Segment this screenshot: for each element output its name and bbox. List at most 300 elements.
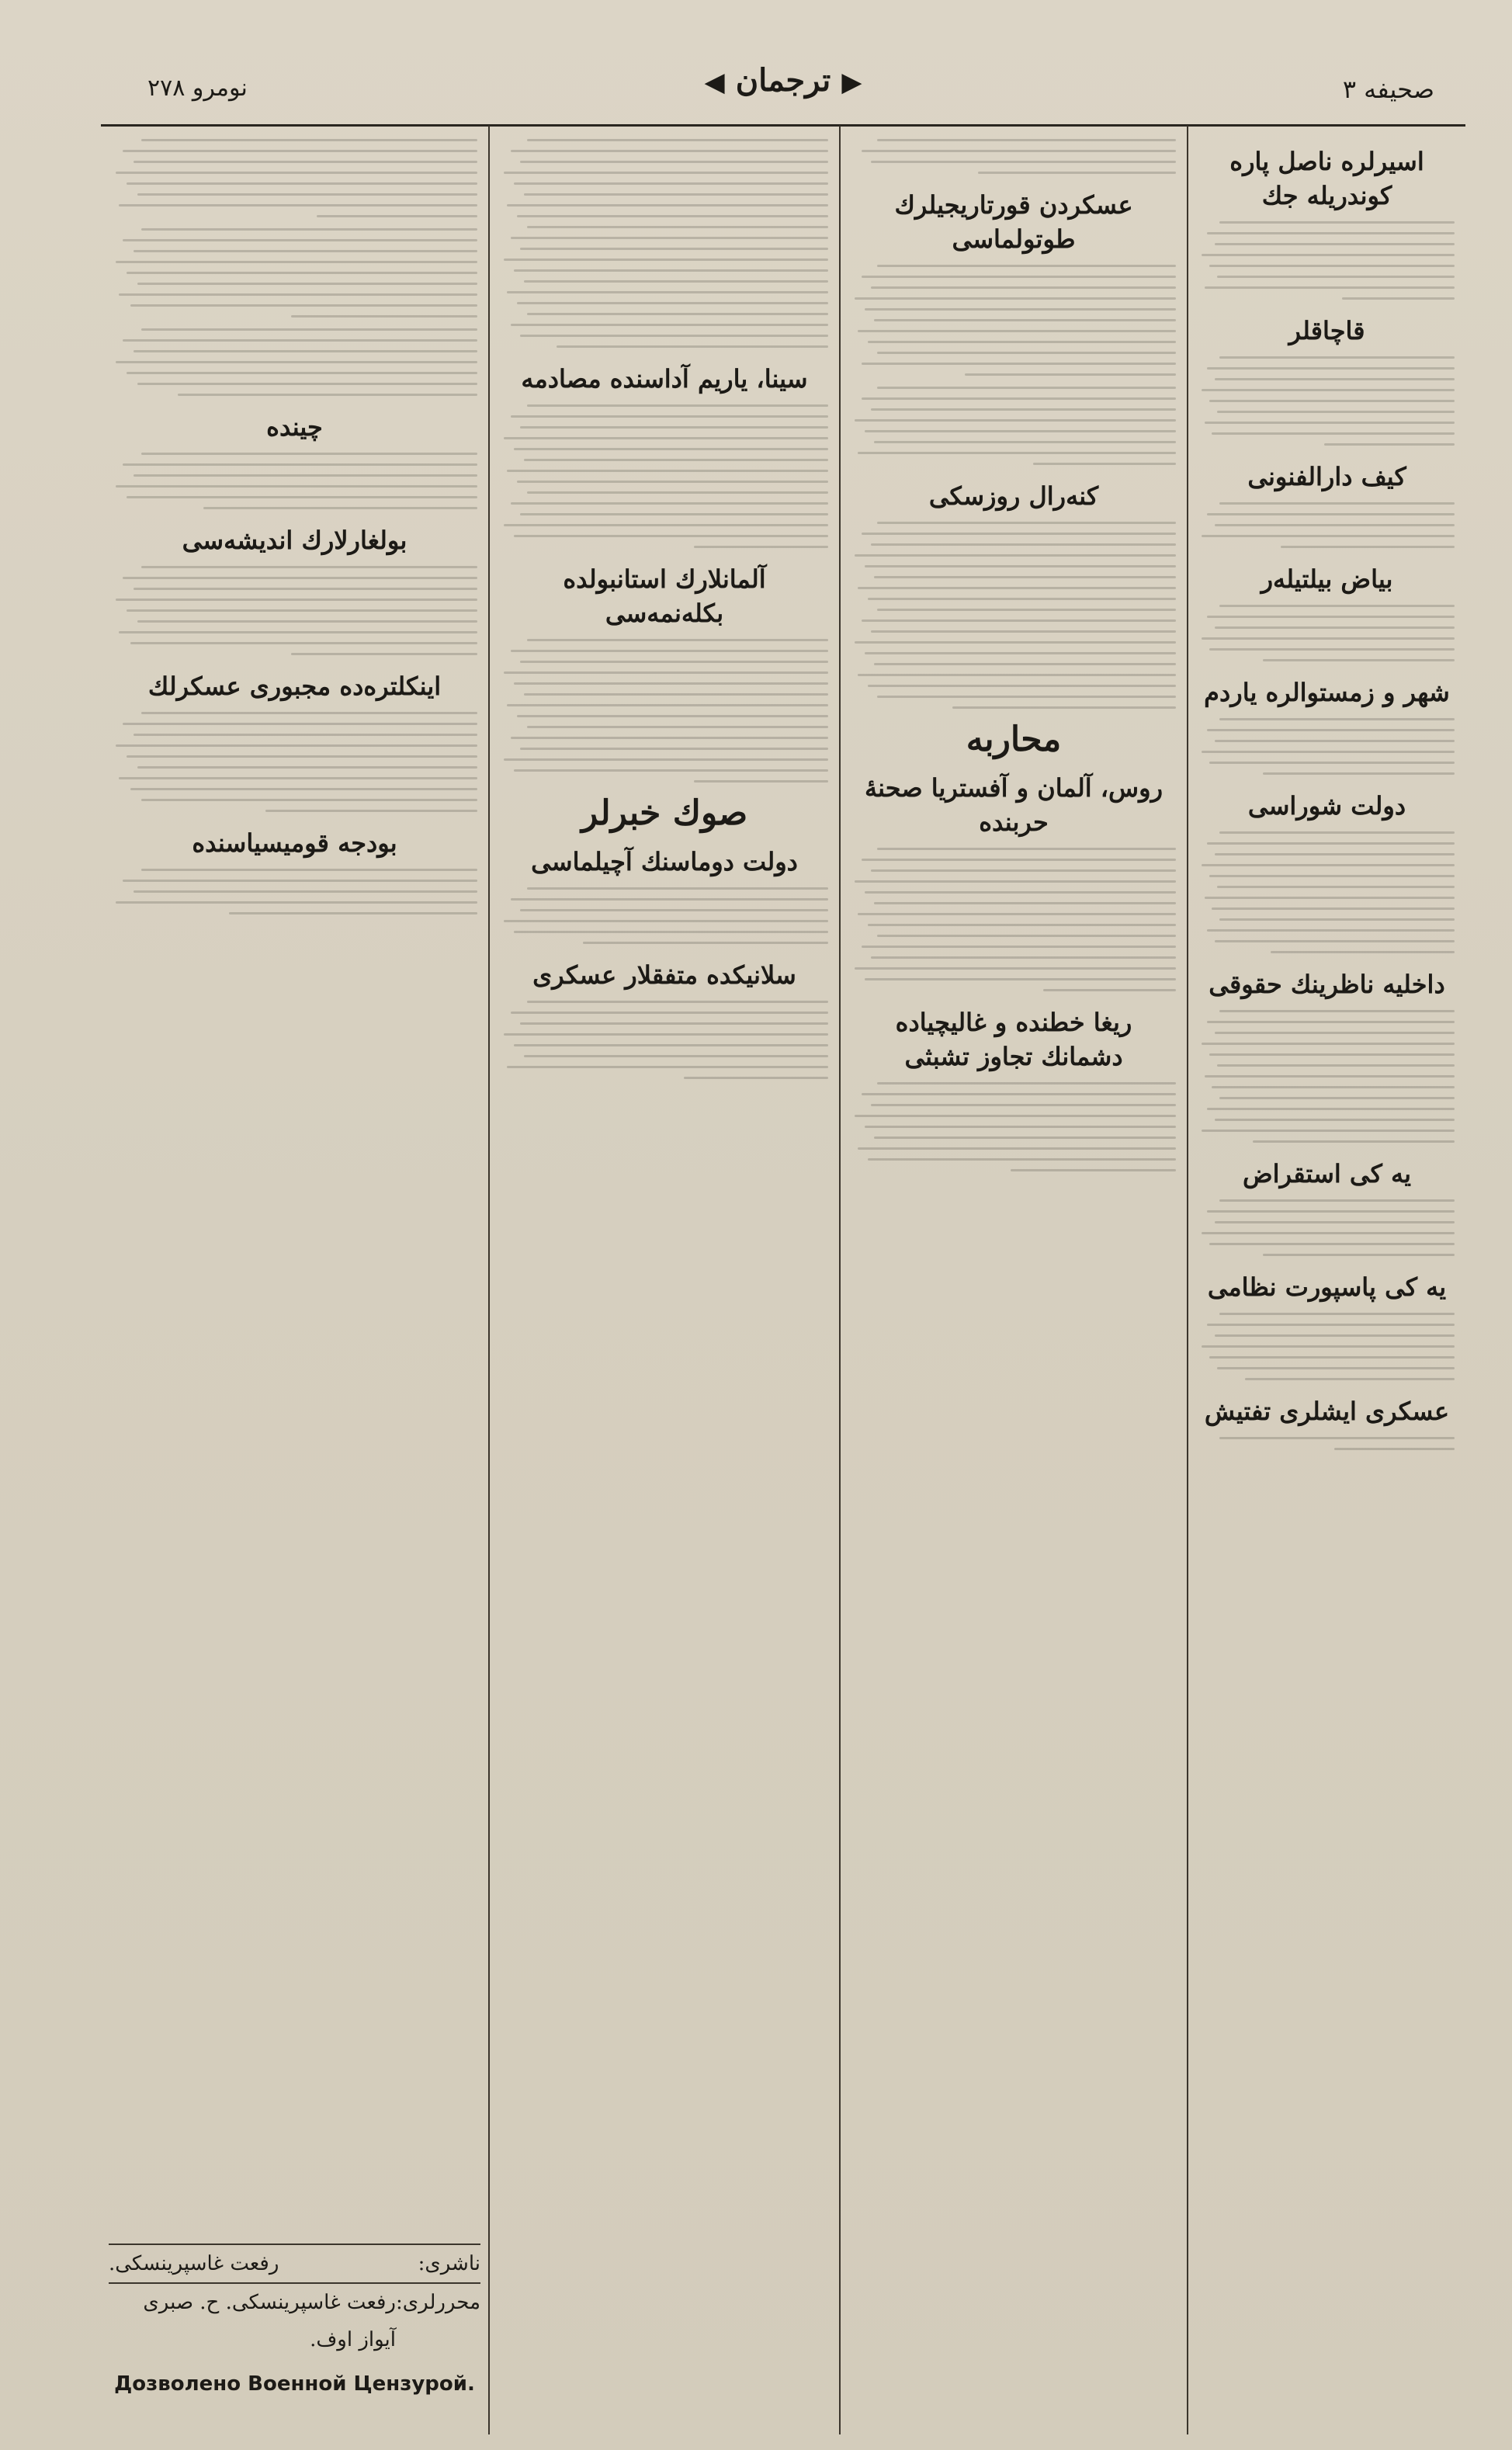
text-line	[504, 437, 828, 439]
text-line	[874, 441, 1176, 443]
text-line	[127, 609, 477, 612]
title-text: ترجمان	[735, 62, 831, 99]
text-line	[123, 339, 477, 342]
text-line	[855, 641, 1176, 644]
text-line	[871, 161, 1176, 163]
article-block	[501, 362, 828, 548]
article-block	[1199, 562, 1455, 661]
text-line	[514, 931, 828, 933]
text-line	[877, 387, 1176, 389]
text-line	[119, 631, 477, 633]
article-block	[1199, 675, 1455, 775]
text-line	[524, 193, 828, 196]
text-line	[1207, 1021, 1455, 1023]
text-line	[123, 880, 477, 882]
article-block	[112, 328, 477, 396]
text-line	[858, 452, 1176, 454]
text-line	[116, 485, 477, 488]
article-heading: صوك خبرلر	[581, 793, 748, 833]
article-heading: دولت شوراسى	[1247, 791, 1406, 821]
text-line	[855, 419, 1176, 422]
text-line	[127, 272, 477, 274]
text-line	[119, 777, 477, 779]
text-line	[1209, 875, 1455, 877]
publisher-name: رفعت غاسپرينسكى.	[109, 2252, 279, 2275]
text-line	[1219, 1010, 1455, 1012]
text-line	[1215, 243, 1455, 245]
text-line	[137, 193, 477, 196]
text-line	[1219, 221, 1455, 224]
text-line	[141, 869, 477, 871]
text-line	[877, 848, 1176, 850]
column-3	[490, 126, 841, 2434]
text-line	[1215, 940, 1455, 942]
text-line	[134, 350, 477, 352]
text-line	[1207, 729, 1455, 731]
text-line	[952, 706, 1176, 709]
text-line	[141, 139, 477, 141]
text-line	[123, 150, 477, 152]
article-block	[112, 669, 477, 812]
text-line	[1215, 378, 1455, 380]
text-line	[527, 887, 828, 890]
article-heading: سينا، ياريم آداسنده مصادمه	[521, 364, 808, 394]
text-line	[871, 286, 1176, 289]
text-line	[1217, 886, 1455, 888]
text-line	[855, 554, 1176, 557]
text-line	[127, 372, 477, 374]
text-line	[865, 430, 1176, 432]
article-heading: اينكلتره‌ده مجبورى عسكرلك	[147, 671, 442, 701]
text-line	[1219, 1437, 1455, 1439]
text-line	[524, 280, 828, 283]
text-line	[858, 913, 1176, 915]
text-line	[862, 946, 1176, 948]
text-line	[862, 533, 1176, 535]
text-line	[557, 345, 828, 348]
text-line	[1212, 1086, 1455, 1088]
article-heading: كيف دارالفنونى	[1247, 462, 1406, 491]
text-line	[520, 426, 828, 429]
text-line	[1202, 535, 1455, 537]
article-heading: داخليه ناظرينك حقوقى	[1209, 970, 1445, 999]
text-line	[694, 546, 828, 548]
text-line	[862, 276, 1176, 278]
text-line	[1205, 286, 1455, 289]
text-line	[862, 1093, 1176, 1095]
text-line	[127, 182, 477, 185]
text-line	[514, 269, 828, 272]
text-line	[1342, 297, 1455, 300]
text-line	[291, 653, 477, 655]
text-line	[520, 335, 828, 337]
text-line	[862, 619, 1176, 622]
article-block	[112, 139, 477, 217]
text-line	[1263, 772, 1455, 775]
text-line	[1202, 1043, 1455, 1045]
text-line	[1207, 232, 1455, 234]
text-line	[871, 956, 1176, 959]
column-2	[841, 126, 1188, 2434]
text-line	[871, 1104, 1176, 1106]
text-line	[1011, 1169, 1176, 1171]
text-line	[1209, 265, 1455, 267]
text-line	[507, 291, 828, 293]
text-line	[517, 715, 828, 717]
text-line	[317, 215, 477, 217]
masthead	[101, 54, 1465, 127]
text-line	[511, 650, 828, 652]
article-block	[1199, 314, 1455, 446]
text-line	[1209, 762, 1455, 764]
text-line	[527, 139, 828, 141]
text-line	[514, 448, 828, 450]
text-line	[137, 766, 477, 769]
text-line	[1215, 524, 1455, 526]
text-line	[1202, 637, 1455, 640]
text-line	[1217, 276, 1455, 278]
issue-number: نومرو ٢٧٨	[147, 75, 248, 102]
text-line	[1215, 1119, 1455, 1121]
text-line	[119, 293, 477, 296]
text-line	[868, 924, 1176, 926]
text-line	[520, 661, 828, 663]
text-line	[1219, 718, 1455, 720]
editors-label: محررلرى:	[396, 2291, 480, 2314]
text-line	[868, 598, 1176, 600]
text-line	[862, 859, 1176, 861]
article-block	[501, 139, 828, 348]
text-line	[1215, 626, 1455, 629]
text-line	[134, 890, 477, 893]
text-line	[520, 748, 828, 750]
text-line	[1205, 422, 1455, 424]
text-line	[520, 248, 828, 250]
text-line	[868, 685, 1176, 687]
text-line	[1202, 1345, 1455, 1348]
text-line	[116, 901, 477, 904]
article-heading: عسكردن قورتاريجيلرك طوتولماسى	[894, 190, 1133, 254]
text-line	[1207, 1324, 1455, 1326]
text-line	[1202, 751, 1455, 753]
text-line	[1207, 929, 1455, 932]
text-line	[1207, 616, 1455, 618]
text-line	[511, 324, 828, 326]
text-line	[1219, 502, 1455, 505]
article-block	[851, 479, 1176, 709]
text-line	[511, 737, 828, 739]
article-block	[1199, 1157, 1455, 1256]
text-line	[1215, 740, 1455, 742]
article-heading: قاچاقلر	[1288, 316, 1365, 345]
text-line	[877, 696, 1176, 698]
text-line	[1263, 1254, 1455, 1256]
article-heading: عسكرى ايشلرى تفتيش	[1204, 1397, 1450, 1426]
text-line	[1215, 1221, 1455, 1223]
text-line	[865, 652, 1176, 654]
text-line	[1219, 1313, 1455, 1315]
article-block	[1199, 789, 1455, 953]
text-line	[871, 869, 1176, 872]
text-line	[504, 172, 828, 174]
text-line	[507, 204, 828, 206]
text-line	[1202, 1130, 1455, 1132]
text-line	[1219, 831, 1455, 834]
text-line	[862, 363, 1176, 365]
text-line	[1033, 463, 1176, 465]
text-line	[1281, 546, 1455, 548]
article-block	[501, 562, 828, 783]
text-line	[874, 319, 1176, 321]
text-line	[527, 726, 828, 728]
text-line	[527, 491, 828, 494]
article-heading: بولغارلارك انديشه‌سى	[182, 526, 407, 555]
text-line	[874, 1137, 1176, 1139]
text-line	[877, 139, 1176, 141]
text-line	[141, 328, 477, 331]
article-block	[1199, 1394, 1455, 1450]
text-line	[1043, 989, 1176, 991]
text-line	[517, 481, 828, 483]
text-line	[877, 1082, 1176, 1084]
text-line	[116, 172, 477, 174]
text-line	[1205, 897, 1455, 899]
article-block	[851, 387, 1176, 465]
text-line	[119, 204, 477, 206]
article-heading: يه كى پاسپورت نظامى	[1207, 1272, 1447, 1302]
article-heading: يه كى استقراض	[1242, 1159, 1412, 1189]
text-line	[116, 599, 477, 601]
text-line	[1212, 907, 1455, 910]
text-line	[877, 522, 1176, 524]
text-line	[978, 172, 1176, 174]
text-line	[1324, 443, 1455, 446]
text-line	[504, 1033, 828, 1036]
article-block	[1199, 967, 1455, 1143]
article-heading: اسيرلره ناصل پاره كوندريله جك	[1229, 147, 1424, 210]
text-line	[858, 1147, 1176, 1150]
text-line	[511, 1012, 828, 1014]
text-line	[855, 880, 1176, 883]
column-4	[101, 126, 490, 2434]
text-line	[527, 226, 828, 228]
editors-row	[109, 2282, 480, 2358]
text-line	[1217, 1367, 1455, 1369]
article-block	[112, 410, 477, 509]
article-block	[851, 139, 1176, 174]
text-line	[130, 788, 477, 790]
article-block	[851, 188, 1176, 376]
text-line	[504, 524, 828, 526]
text-line	[517, 302, 828, 304]
text-line	[514, 682, 828, 685]
text-line	[1219, 918, 1455, 921]
text-line	[1219, 1097, 1455, 1099]
text-line	[1202, 254, 1455, 256]
text-line	[265, 810, 477, 812]
text-line	[865, 1126, 1176, 1128]
text-line	[1209, 648, 1455, 651]
text-line	[130, 304, 477, 307]
publisher-label: ناشرى:	[418, 2252, 480, 2275]
text-line	[1207, 1210, 1455, 1213]
article-heading: دولت دوماسنك آچيلماسى	[531, 847, 798, 876]
article-heading: بياض بيلتيله‌ر	[1261, 564, 1393, 594]
article-block	[851, 771, 1176, 991]
text-line	[141, 712, 477, 714]
text-line	[1219, 605, 1455, 607]
text-line	[1207, 367, 1455, 370]
article-heading: سلانيكده متفقلار عسكرى	[532, 960, 796, 990]
text-line	[116, 744, 477, 747]
text-line	[511, 415, 828, 418]
article-heading: روس، آلمان و آفستريا صحنهٔ حربنده	[864, 773, 1163, 837]
text-line	[1219, 1199, 1455, 1202]
text-line	[855, 1115, 1176, 1117]
text-line	[291, 315, 477, 318]
text-line	[877, 265, 1176, 267]
text-line	[1253, 1140, 1455, 1143]
text-line	[141, 228, 477, 231]
text-line	[527, 1001, 828, 1003]
text-line	[134, 474, 477, 477]
text-line	[520, 1022, 828, 1025]
newspaper-title	[101, 62, 1465, 99]
text-line	[141, 566, 477, 568]
imprint	[109, 2244, 480, 2396]
article-block	[1199, 460, 1455, 548]
text-line	[877, 935, 1176, 937]
text-line	[123, 239, 477, 241]
text-line	[1207, 842, 1455, 845]
text-line	[865, 891, 1176, 894]
page-number: صحيفه ٣	[1342, 75, 1434, 104]
editors-names: رفعت غاسپرينسكى. ح. صبرى آيواز اوف.	[143, 2291, 396, 2351]
text-line	[1202, 389, 1455, 391]
text-line	[507, 704, 828, 706]
text-line	[504, 259, 828, 261]
article-columns	[101, 126, 1465, 2434]
text-line	[862, 150, 1176, 152]
text-line	[1215, 1032, 1455, 1034]
text-line	[684, 1077, 828, 1079]
text-line	[1219, 356, 1455, 359]
text-line	[1212, 432, 1455, 435]
text-line	[511, 502, 828, 505]
text-line	[134, 588, 477, 590]
text-line	[858, 674, 1176, 676]
text-line	[141, 453, 477, 455]
text-line	[504, 671, 828, 674]
text-line	[877, 609, 1176, 611]
text-line	[123, 577, 477, 579]
text-line	[871, 630, 1176, 633]
text-line	[874, 576, 1176, 578]
text-line	[507, 1066, 828, 1068]
article-block	[501, 793, 828, 833]
text-line	[130, 642, 477, 644]
article-heading: محاربه	[966, 720, 1062, 759]
text-line	[1209, 1356, 1455, 1359]
text-line	[1209, 1053, 1455, 1056]
text-line	[123, 463, 477, 466]
text-line	[858, 330, 1176, 332]
publisher-row	[109, 2244, 480, 2282]
text-line	[504, 920, 828, 922]
text-line	[1217, 1064, 1455, 1067]
article-heading: كنه‌رال روزسكى	[928, 481, 1099, 511]
article-heading: شهر و زمستوالره ياردم	[1204, 678, 1450, 707]
text-line	[1271, 951, 1455, 953]
censorship-note: Дозволено Военной Цензурой.	[114, 2372, 475, 2396]
text-line	[1202, 864, 1455, 866]
text-line	[874, 902, 1176, 904]
text-line	[527, 313, 828, 315]
text-line	[1209, 400, 1455, 402]
text-line	[514, 1044, 828, 1046]
text-line	[527, 404, 828, 407]
text-line	[871, 543, 1176, 546]
text-line	[137, 283, 477, 285]
text-line	[874, 663, 1176, 665]
text-line	[141, 799, 477, 801]
article-heading: بودجه قوميسياسنده	[192, 828, 397, 858]
text-line	[862, 397, 1176, 400]
text-line	[694, 780, 828, 783]
article-block	[1199, 144, 1455, 300]
text-line	[855, 967, 1176, 970]
text-line	[1215, 1334, 1455, 1337]
text-line	[520, 161, 828, 163]
text-line	[116, 261, 477, 263]
text-line	[583, 942, 829, 944]
text-line	[877, 352, 1176, 354]
text-line	[134, 734, 477, 736]
text-line	[1209, 1243, 1455, 1245]
text-line	[127, 755, 477, 758]
text-line	[1207, 513, 1455, 515]
article-block	[501, 845, 828, 944]
text-line	[514, 769, 828, 772]
text-line	[520, 909, 828, 911]
text-line	[965, 373, 1176, 376]
article-heading: ريغا خطنده و غاليچياده دشمانك تجاوز تشبثى	[895, 1008, 1132, 1071]
text-line	[511, 150, 828, 152]
text-line	[511, 237, 828, 239]
article-block	[501, 958, 828, 1079]
text-line	[1202, 1232, 1455, 1234]
article-block	[1199, 1270, 1455, 1380]
text-line	[517, 215, 828, 217]
text-line	[134, 161, 477, 163]
text-line	[865, 978, 1176, 980]
article-block	[112, 523, 477, 655]
article-heading: آلمانلارك استانبولده بكله‌نمه‌سى	[563, 564, 766, 628]
text-line	[1263, 659, 1455, 661]
text-line	[527, 639, 828, 641]
left-arrow-icon: ◀	[704, 67, 725, 98]
article-heading: چينده	[266, 412, 323, 442]
text-line	[524, 459, 828, 461]
text-line	[865, 565, 1176, 567]
text-line	[203, 507, 477, 509]
text-line	[1215, 853, 1455, 855]
text-line	[229, 912, 477, 914]
right-arrow-icon: ▶	[841, 67, 862, 98]
text-line	[858, 587, 1176, 589]
text-line	[116, 361, 477, 363]
text-line	[1205, 1075, 1455, 1078]
